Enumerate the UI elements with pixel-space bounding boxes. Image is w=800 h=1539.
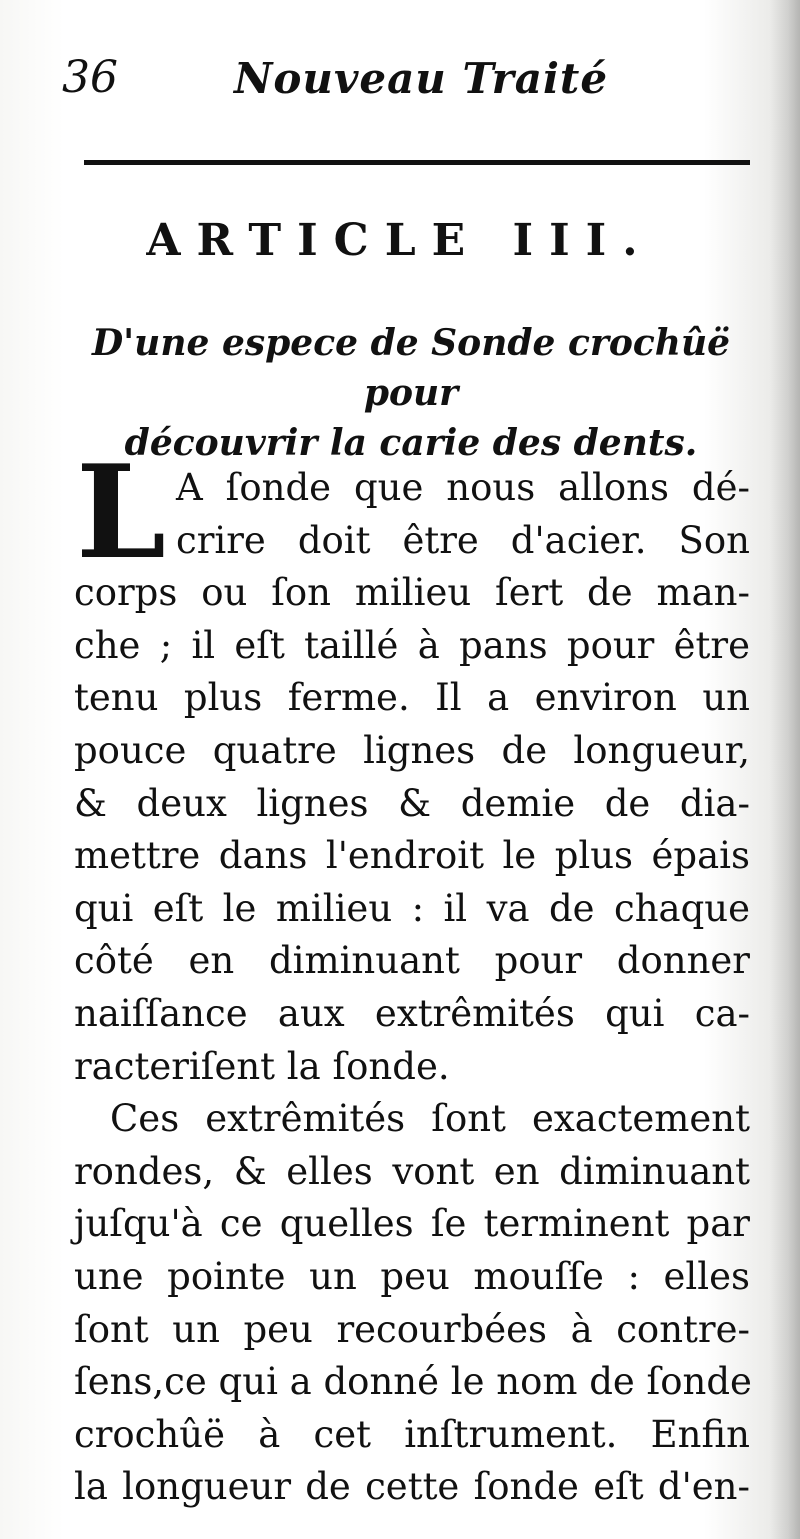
text-line: & deux lignes & demie de dia- [74, 781, 750, 825]
page-number: 36 [62, 52, 118, 103]
text-line: racteriſent la ſonde. [74, 1044, 450, 1088]
text-line: naiſſance aux extrêmités qui ca- [74, 991, 750, 1035]
page-header [62, 52, 752, 112]
text-line: la longueur de cette ſonde eſt d'en- [74, 1465, 750, 1509]
running-head: Nouveau Traité [234, 54, 609, 103]
subtitle-line-1: D'une espece de Sonde crochûë pour [91, 322, 731, 414]
text-line: côté en diminuant pour donner [74, 939, 750, 983]
text-line: pouce quatre lignes de longueur, [74, 728, 750, 772]
text-line: ſens,ce qui a donné le nom de ſonde [74, 1360, 752, 1404]
header-rule [84, 160, 750, 165]
drop-cap: L [76, 438, 166, 588]
text-line: crire doit être d'acier. Son [176, 518, 750, 562]
text-line: Ces extrêmités ſont exactement [110, 1097, 750, 1141]
text-line: une pointe un peu mouſſe : elles [74, 1254, 750, 1298]
subtitle-line-2: découvrir la carie des dents. [124, 422, 698, 464]
text-line: che ; il eſt taillé à pans pour être [74, 623, 750, 667]
text-line: juſqu'à ce quelles ſe terminent par [74, 1202, 750, 1246]
text-line: rondes, & elles vont en diminuant [74, 1149, 750, 1193]
text-line: mettre dans l'endroit le plus épais [74, 834, 750, 878]
article-heading: ARTICLE III. [146, 215, 654, 266]
text-line: tenu plus ferme. Il a environ un [74, 676, 750, 720]
article-subtitle [66, 318, 756, 468]
body-text [74, 462, 750, 1514]
text-line: corps ou ſon milieu ſert de man- [74, 571, 750, 615]
text-line: qui eſt le milieu : il va de chaque [74, 886, 750, 930]
text-line: A ſonde que nous allons dé- [176, 466, 750, 509]
text-line: ſont un peu recourbées à contre- [74, 1307, 750, 1351]
text-line: crochûë à cet inſtrument. Enfin [74, 1412, 750, 1456]
